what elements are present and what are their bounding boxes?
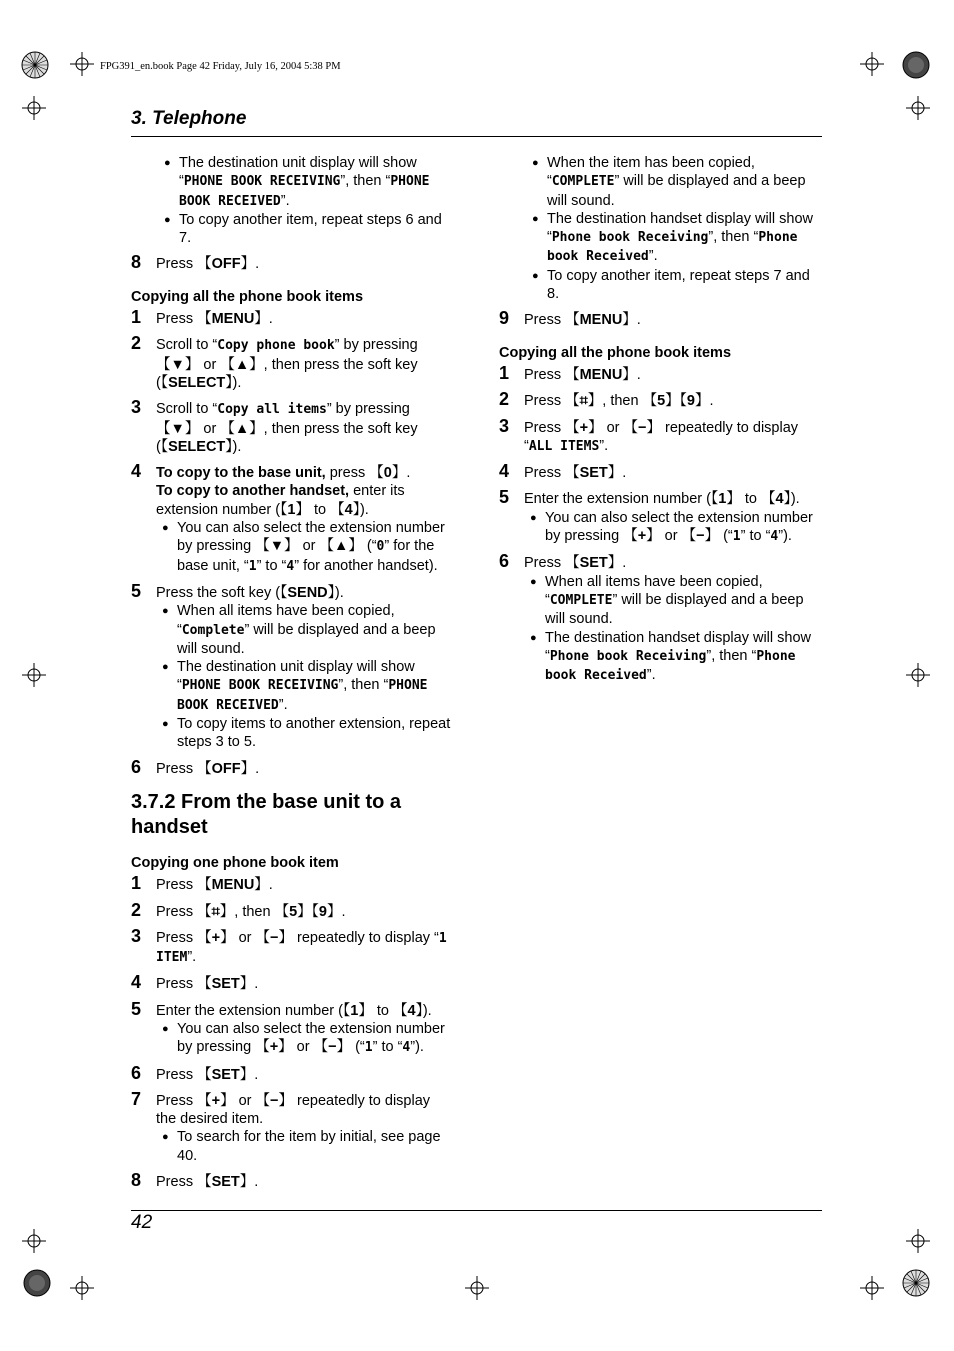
set-key: 【 SET 】 — [197, 1067, 254, 1083]
step-6: 6 Press 【 OFF 】 . — [131, 760, 453, 778]
one-key: 【 1 】 — [711, 491, 741, 507]
nine-key: 【 9 】 — [680, 393, 710, 409]
step-1: 1 Press 【 MENU 】 . — [131, 876, 453, 894]
list-item: ● When all items have been copied, “COMPLETE” will be displayed and a beep will sound. — [522, 573, 821, 629]
intro-bullets — [499, 154, 821, 303]
registration-mark-icon — [901, 50, 931, 80]
step-2: 2 Press 【 ⌗ 】 , then 【 5 】【 9 】 . — [499, 392, 821, 410]
step-5: 5 Press the soft key (【 SEND 】 ). ● When all items have been copied, “Complete” will be displayed and a beep will sound. ● The destination unit display will show “PHONE BOOK RECEIVING”, then “PHONE BOOK RECEIVED”. ● To copy items to another extension, repeat steps 3 to 5. — [131, 584, 453, 752]
crosshair-mark-icon — [860, 1276, 884, 1300]
subheading: Copying one phone book item — [131, 854, 339, 871]
hash-key: 【 ⌗ 】 — [197, 904, 234, 920]
list-item: ● To copy another item, repeat steps 6 and 7. — [131, 211, 453, 248]
crosshair-mark-icon — [70, 1276, 94, 1300]
crosshair-mark-icon — [465, 1276, 489, 1300]
five-key: 【 5 】 — [275, 904, 312, 920]
subsection-heading: 3.7.2 From the base unit to a handset — [131, 790, 402, 838]
step-bullets — [154, 519, 453, 576]
minus-key: 【 − 】 — [624, 420, 661, 436]
select-key: 【 SELECT 】 — [161, 375, 233, 391]
step-5: 5 Enter the extension number (【 1 】 to 【 4 】 ). ● You can also select the extension number by pressing 【 + 】 or 【 − 】 (“1” to “4”). — [499, 490, 821, 546]
step-8: 8 Press 【 OFF 】 . — [131, 255, 453, 273]
step-8: 8 Press 【 SET 】 . — [131, 1173, 453, 1191]
list-item: ● You can also select the extension number by pressing 【 ▼ 】 or 【 ▲ 】 (“0” for the base unit, “1” to “4” for another handset). — [154, 519, 453, 576]
nine-key: 【 9 】 — [312, 904, 342, 920]
set-key: 【 SET 】 — [197, 1174, 254, 1190]
up-key: 【 ▲ 】 — [220, 421, 263, 437]
subheading: Copying all the phone book items — [131, 288, 364, 305]
four-key: 【 4 】 — [330, 502, 360, 518]
left-column — [131, 154, 453, 1191]
plus-key: 【 + 】 — [197, 930, 234, 946]
one-key: 【 1 】 — [280, 502, 310, 518]
file-info: FPG391_en.book Page 42 Friday, July 16, 2004 5:38 PM — [100, 61, 341, 72]
plus-key: 【 + 】 — [565, 420, 602, 436]
plus-key: 【 + 】 — [197, 1093, 234, 1109]
five-key: 【 5 】 — [643, 393, 680, 409]
up-key: 【 ▲ 】 — [220, 357, 263, 373]
step-2: 2 Scroll to “Copy phone book” by pressing 【 ▼ 】 or 【 ▲ 】 , then press the soft key (【 SELECT 】 ). — [131, 336, 453, 392]
set-key: 【 SET 】 — [565, 555, 622, 571]
down-key: 【 ▼ 】 — [156, 357, 199, 373]
step-4: 4 Press 【 SET 】 . — [499, 464, 821, 482]
menu-key: 【 MENU 】 — [197, 311, 269, 327]
list-item: ● You can also select the extension number by pressing 【 + 】 or 【 − 】 (“1” to “4”). — [522, 509, 821, 547]
four-key: 【 4 】 — [393, 1003, 423, 1019]
list-item: ● To copy another item, repeat steps 7 and 8. — [499, 267, 821, 304]
subheading: Copying all the phone book items — [499, 344, 732, 361]
step-1: 1 Press 【 MENU 】 . — [499, 366, 821, 384]
list-item: ● When the item has been copied, “COMPLETE” will be displayed and a beep will sound. — [499, 154, 821, 210]
registration-mark-icon — [20, 50, 50, 80]
off-key: 【 OFF 】 — [197, 761, 255, 777]
step-bullets — [154, 1128, 453, 1165]
step-3: 3 Scroll to “Copy all items” by pressing 【 ▼ 】 or 【 ▲ 】 , then press the soft key (【 SELECT 】 ). — [131, 400, 453, 456]
menu-key: 【 MENU 】 — [197, 877, 269, 893]
off-key: 【 OFF 】 — [197, 256, 255, 272]
step-bullets — [522, 573, 821, 686]
step-bullets — [154, 1020, 453, 1058]
crosshair-mark-icon — [70, 52, 94, 76]
step-bullets — [522, 509, 821, 547]
menu-key: 【 MENU 】 — [565, 312, 637, 328]
crosshair-mark-icon — [906, 96, 930, 120]
list-item: ● The destination handset display will show “Phone book Receiving”, then “Phone book Received”. — [499, 210, 821, 267]
crosshair-mark-icon — [906, 1229, 930, 1253]
list-item: ● The destination handset display will show “Phone book Receiving”, then “Phone book Received”. — [522, 629, 821, 686]
list-item: ● You can also select the extension number by pressing 【 + 】 or 【 − 】 (“1” to “4”). — [154, 1020, 453, 1058]
down-key: 【 ▼ 】 — [156, 421, 199, 437]
minus-key: 【 − 】 — [256, 930, 293, 946]
step-2: 2 Press 【 ⌗ 】 , then 【 5 】【 9 】 . — [131, 903, 453, 921]
crosshair-mark-icon — [22, 1229, 46, 1253]
four-key: 【 4 】 — [761, 491, 791, 507]
select-key: 【 SELECT 】 — [161, 439, 233, 455]
section-title: 3. Telephone — [131, 108, 247, 129]
header-rule — [131, 136, 822, 137]
crosshair-mark-icon — [22, 663, 46, 687]
set-key: 【 SET 】 — [197, 976, 254, 992]
page-number: 42 — [131, 1212, 153, 1233]
footer-rule — [131, 1210, 822, 1211]
step-4: 4 Press 【 SET 】 . — [131, 975, 453, 993]
list-item: ● To search for the item by initial, see page 40. — [154, 1128, 453, 1165]
list-item: ● The destination unit display will show “PHONE BOOK RECEIVING”, then “PHONE BOOK RECEIVED”. — [131, 154, 453, 211]
crosshair-mark-icon — [22, 96, 46, 120]
step-6: 6 Press 【 SET 】 . — [131, 1066, 453, 1084]
zero-key: 【 0 】 — [369, 465, 406, 481]
send-key: 【 SEND 】 — [280, 585, 335, 601]
step-3: 3 Press 【 + 】 or 【 − 】 repeatedly to display “1 ITEM”. — [131, 929, 453, 968]
step-bullets — [154, 602, 453, 751]
one-key: 【 1 】 — [343, 1003, 373, 1019]
intro-bullets — [131, 154, 453, 247]
crosshair-mark-icon — [906, 663, 930, 687]
list-item: ● The destination unit display will show “PHONE BOOK RECEIVING”, then “PHONE BOOK RECEIVED”. — [154, 658, 453, 715]
step-6: 6 Press 【 SET 】 . ● When all items have been copied, “COMPLETE” will be displayed and a beep will sound. ● The destination handset display will show “Phone book Receiving”, then “Phone book Received”. — [499, 554, 821, 685]
minus-key: 【 − 】 — [256, 1093, 293, 1109]
step-1: 1 Press 【 MENU 】 . — [131, 310, 453, 328]
step-3: 3 Press 【 + 】 or 【 − 】 repeatedly to display “ALL ITEMS”. — [499, 419, 821, 457]
set-key: 【 SET 】 — [565, 465, 622, 481]
step-7: 7 Press 【 + 】 or 【 − 】 repeatedly to display the desired item. ● To search for the item by initial, see page 40. — [131, 1092, 453, 1165]
list-item: ● When all items have been copied, “Complete” will be displayed and a beep will sound. — [154, 602, 453, 658]
hash-key: 【 ⌗ 】 — [565, 393, 602, 409]
registration-mark-icon — [901, 1268, 931, 1298]
crosshair-mark-icon — [860, 52, 884, 76]
list-item: ● To copy items to another extension, repeat steps 3 to 5. — [154, 715, 453, 752]
menu-key: 【 MENU 】 — [565, 367, 637, 383]
right-column — [499, 154, 821, 685]
step-9: 9 Press 【 MENU 】 . — [499, 311, 821, 329]
registration-mark-icon — [22, 1268, 52, 1298]
step-5: 5 Enter the extension number (【 1 】 to 【 4 】 ). ● You can also select the extension number by pressing 【 + 】 or 【 − 】 (“1” to “4”). — [131, 1002, 453, 1058]
step-4: 4 To copy to the base unit, press 【 0 】 . To copy to another handset, enter its extension number (【 1 】 to 【 4 】 ). ● You can also select the extension number by pressing 【 ▼ 】 or 【 ▲ 】 (“0” for the base unit, “1” to “4” for another handset). — [131, 464, 453, 576]
